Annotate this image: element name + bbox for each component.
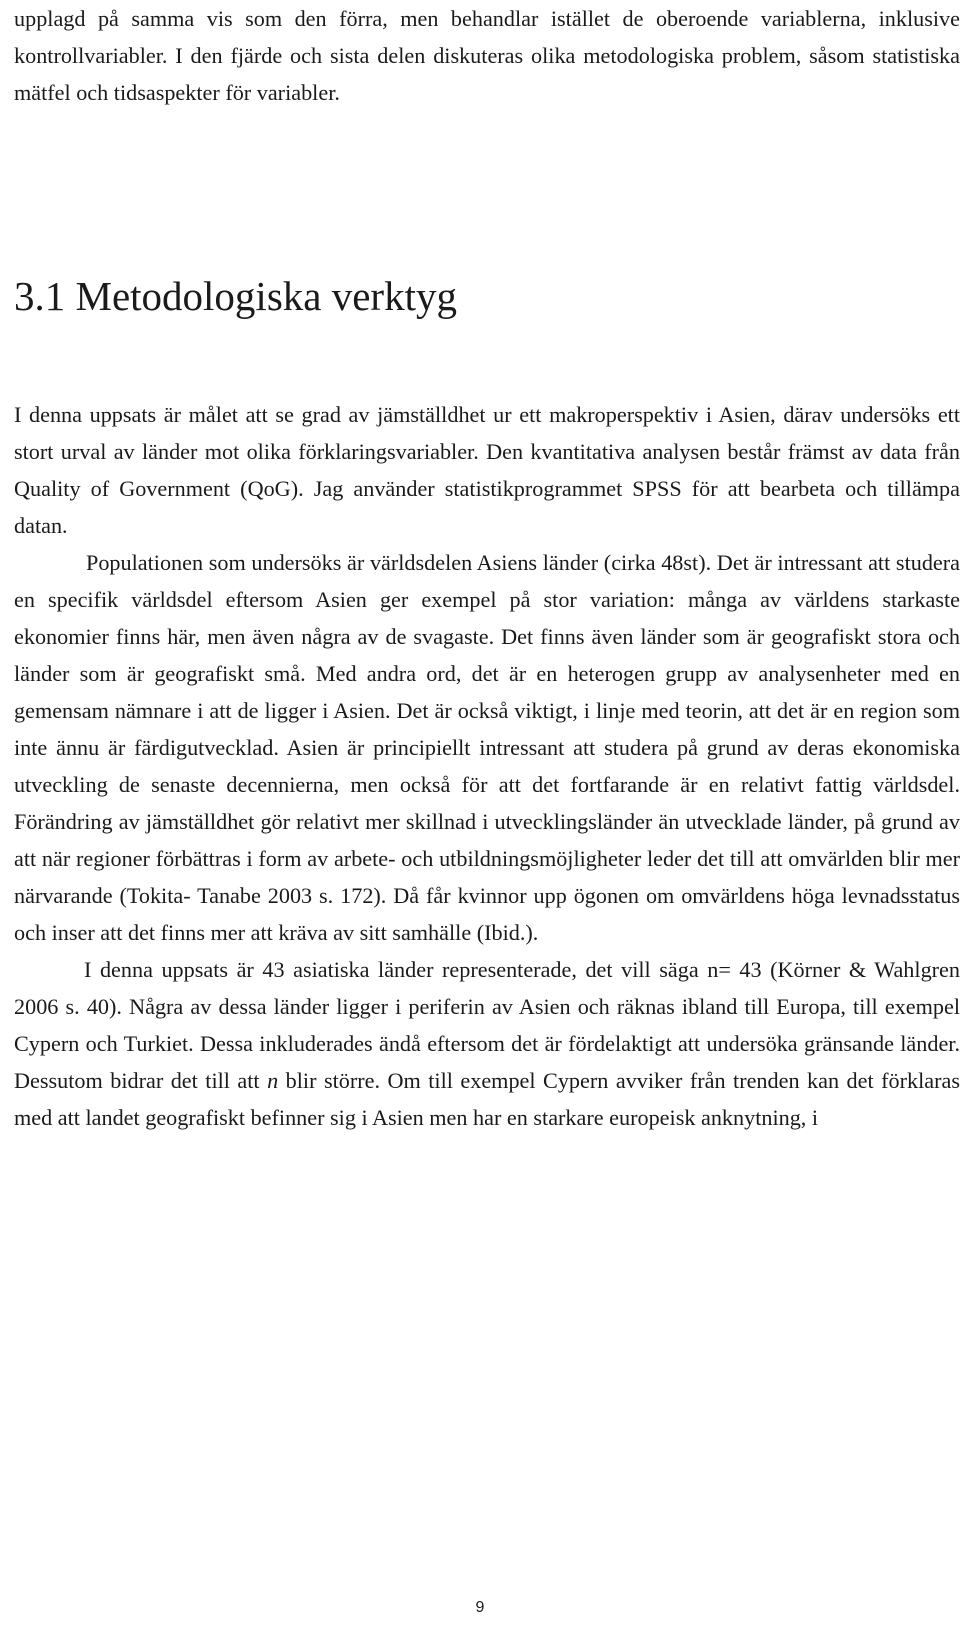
- section-heading: 3.1 Metodologiska verktyg: [14, 273, 457, 319]
- page-number: 9: [475, 1599, 485, 1616]
- sample-size-symbol: n: [267, 1068, 279, 1093]
- paragraph-sample-start: I denna uppsats är 43 asiatiska länder representerade, det vill säga n= 43 (Körner & Wahlgren 2006 s. 40). Några av dessa länder ligger i periferin av Asien och räknas ibland till Europa, till exempel Cypern och Turkiet. Dessa inkluderades ändå eftersom det är fördelaktigt att undersöka gränsande länder. Dessutom bidrar det till att: [14, 957, 960, 1093]
- paragraph-sample: [14, 951, 960, 1136]
- paragraph-sample-end: blir större. Om till exempel Cypern avviker från trenden kan det förklaras med att landet geografiskt befinner sig i Asien men har en starkare europeisk anknytning, i: [14, 1068, 960, 1130]
- paragraph-population: Populationen som undersöks är världsdelen Asiens länder (cirka 48st). Det är intressant att studera en specifik världsdel eftersom Asien ger exempel på stor variation: många av världens starkaste ekonomier finns här, men även några av de svagaste. Det finns även länder som är geografiskt stora och länder som är geografiskt små. Med andra ord, det är en heterogen grupp av analysenheter med en gemensam nämnare i att de ligger i Asien. Det är också viktigt, i linje med teorin, att det är en region som inte ännu är färdigutvecklad. Asien är principiellt intressant att studera på grund av deras ekonomiska utveckling de senaste decennierna, men också för att det fortfarande är en relativt fattig världsdel. Förändring av jämställdhet gör relativt mer skillnad i utvecklingsländer än utvecklade länder, på grund av att när regioner förbättras i form av arbete- och utbildningsmöjligheter leder det till att omvärlden blir mer närvarande (Tokita- Tanabe 2003 s. 172). Då får kvinnor upp ögonen om omvärldens höga levnadsstatus och inser att det finns mer att kräva av sitt samhälle (Ibid.).: [14, 550, 960, 945]
- paragraph-method: I denna uppsats är målet att se grad av jämställdhet ur ett makroperspektiv i Asien, därav undersöks ett stort urval av länder mot olika förklaringsvariabler. Den kvantitativa analysen består främst av data från Quality of Government (QoG). Jag använder statistikprogrammet SPSS för att bearbeta och tillämpa datan.: [14, 402, 960, 538]
- section-body: [14, 396, 960, 1136]
- intro-paragraph: upplagd på samma vis som den förra, men behandlar istället de oberoende variablerna, inklusive kontrollvariabler. I den fjärde och sista delen diskuteras olika metodologiska problem, såsom statistiska mätfel och tidsaspekter för variabler.: [14, 6, 960, 105]
